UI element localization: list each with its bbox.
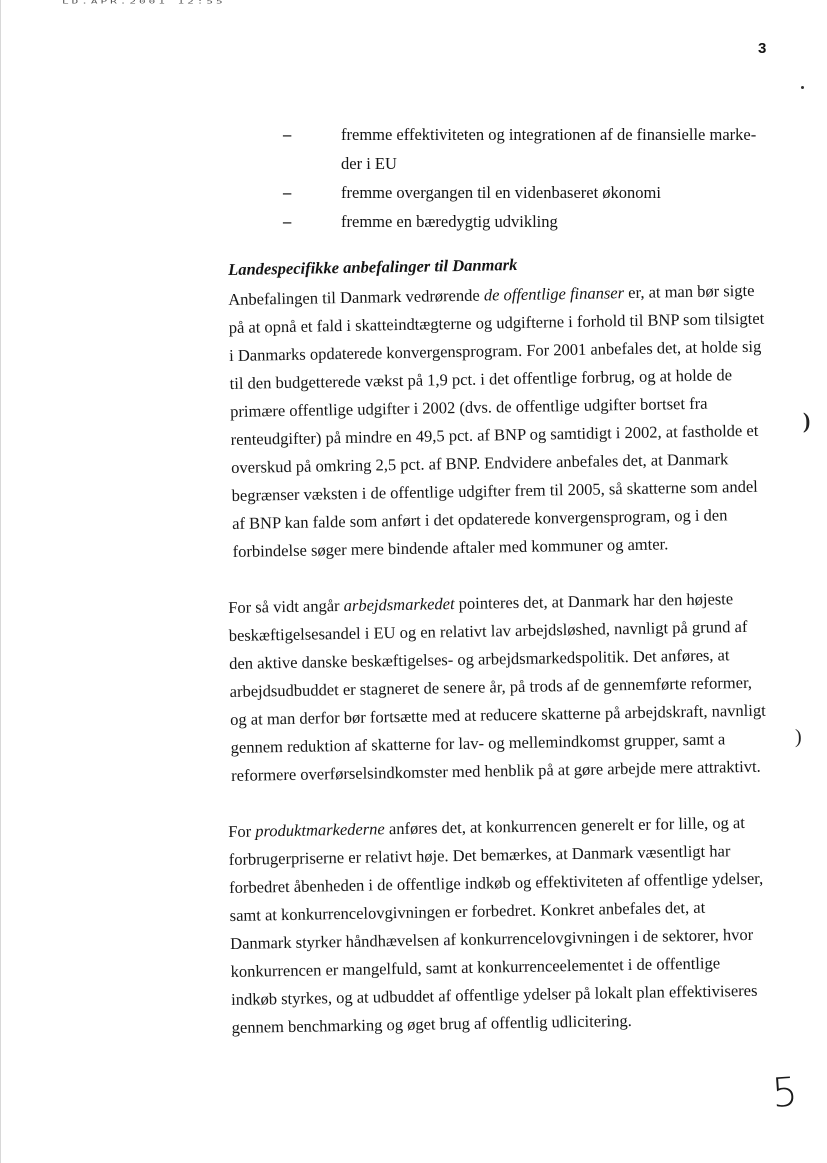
text-segment: gennem benchmarking og øget brug af offentlig udlicitering. xyxy=(231,1010,632,1037)
bullet-item xyxy=(283,178,783,207)
text-segment: af BNP kan falde som anført i det opdaterede konvergensprogram, og i den xyxy=(231,505,728,533)
text-segment: Anbefalingen til Danmark vedrørende xyxy=(228,285,485,309)
text-segment: konkurrencen er mangelfuld, samt at konkurrenceelementet i de offentlige xyxy=(230,953,721,981)
text-segment: indkøb styrkes, og at udbuddet af offentlige ydelser på lokalt plan effektiviseres xyxy=(231,980,758,1009)
text-segment: pointeres det, at Danmark har den højeste xyxy=(454,589,734,614)
bullet-text: fremme effektiviteten og integrationen af de finansielle marke- xyxy=(341,125,757,144)
text-segment: på at opnå et fald i skatteindtægterne og udgifterne i forhold til BNP som tilsigtet xyxy=(228,308,765,337)
italic-term: de offentlige finanser xyxy=(483,283,625,305)
dash-bullet-icon: – xyxy=(283,125,292,144)
text-segment: forbrugerpriserne er relativt høje. Det bemærkes, at Danmark væsentligt har xyxy=(228,841,731,869)
italic-term: produktmarkederne xyxy=(255,819,385,841)
text-segment: Danmark styrker håndhævelsen af konkurrencelovgivningen i de sektorer, hvor xyxy=(230,924,754,953)
text-segment: beskæftigelsesandel i EU og en relativt lav arbejdsløshed, navnligt på grund af xyxy=(228,616,748,645)
bullet-text: fremme en bæredygtig udvikling xyxy=(341,212,558,231)
margin-bracket-mark: ) xyxy=(803,408,811,433)
text-segment: arbejdsudbuddet er stagneret de senere år, på trods af de gennemførte reformer, xyxy=(229,672,753,701)
text-segment: forbindelse søger mere bindende aftaler med kommuner og amter. xyxy=(232,534,669,561)
dash-bullet-icon: – xyxy=(283,183,292,202)
margin-bracket-mark: ) xyxy=(795,726,802,748)
section-heading: Landespecifikke anbefalinger til Danmark xyxy=(228,254,518,279)
text-segment: og at man derfor bør fortsætte med at reducere skatterne på arbejdskraft, navnligt xyxy=(230,700,766,729)
bullet-text: fremme overgangen til en videnbaseret økonomi xyxy=(341,183,661,202)
text-segment: gennem reduktion af skatterne for lav- og mellemindkomst grupper, samt a xyxy=(230,729,726,757)
text-segment: samt at konkurrencelovgivningen er forbedret. Konkret anbefales det, at xyxy=(229,897,706,925)
text-segment: anføres det, at konkurrencen generelt er for lille, og at xyxy=(384,812,745,839)
page-number: 3 xyxy=(758,40,767,57)
text-segment: For xyxy=(228,821,256,841)
text-segment: er, at man bør sigte xyxy=(623,280,755,303)
text-segment: renteudgifter) på mindre en 49,5 pct. af BNP og samtidigt i 2002, at fastholde et xyxy=(230,420,759,449)
bullet-item xyxy=(283,120,783,149)
text-segment: den aktive danske beskæftigelses- og arbejdsmarkedspolitik. Det anføres, at xyxy=(229,645,730,673)
text-segment: overskud på omkring 2,5 pct. af BNP. Endvidere anbefales det, at Danmark xyxy=(231,449,729,477)
scan-edge-line xyxy=(0,0,1,1163)
text-segment: forbedret åbenheden i de offentlige indkøb og effektiviteten af offentlige ydelser, xyxy=(229,868,764,897)
dash-bullet-icon: – xyxy=(283,212,292,231)
bullet-text: der i EU xyxy=(341,154,397,173)
text-segment: For så vidt angår xyxy=(228,595,344,617)
fax-header-stamp: LD.APR.2001 12:55 xyxy=(62,0,226,6)
text-segment: primære offentlige udgifter i 2002 (dvs. de offentlige udgifter bortset fra xyxy=(230,393,708,421)
text-segment: i Danmarks opdaterede konvergensprogram. For 2001 anbefales det, at holde sig xyxy=(229,336,762,365)
paragraph-product-markets xyxy=(228,808,792,1042)
text-segment: til den budgetterede vækst på 1,9 pct. i det offentlige forbrug, og at holde de xyxy=(229,365,733,393)
text-segment: reformere overførselsindkomster med henblik på at gøre arbejde mere attraktivt. xyxy=(231,756,761,785)
paragraph-public-finances xyxy=(228,276,793,566)
handwritten-page-mark: 5 xyxy=(770,1069,800,1117)
bullet-item-continuation xyxy=(283,149,783,178)
paragraph-labour-market xyxy=(228,584,791,790)
bullet-list xyxy=(283,120,783,236)
scan-speck xyxy=(801,86,804,89)
italic-term: arbejdsmarkedet xyxy=(343,594,455,615)
text-segment: begrænser væksten i de offentlige udgifter frem til 2005, så skatterne som andel xyxy=(231,476,758,505)
bullet-item xyxy=(283,207,783,236)
